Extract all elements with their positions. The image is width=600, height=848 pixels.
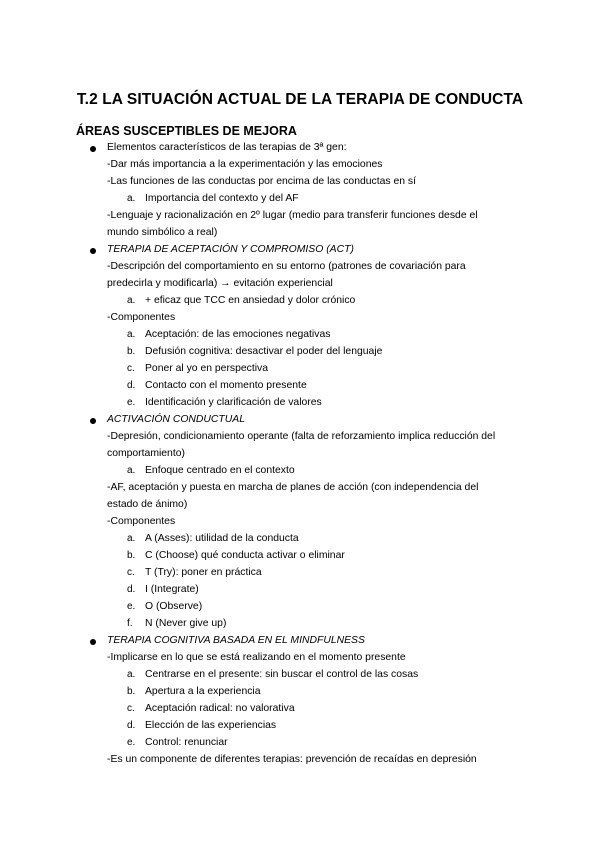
list-item: Defusión cognitiva: desactivar el poder del lenguaje — [145, 346, 383, 357]
list-item: + eficaz que TCC en ansiedad y dolor crónico — [145, 295, 356, 306]
list-marker: e. — [127, 601, 136, 612]
section-heading: ÁREAS SUSCEPTIBLES DE MEJORA — [76, 124, 297, 138]
list-item: N (Never give up) — [145, 618, 227, 629]
bullet-dot — [90, 248, 96, 254]
line: -Componentes — [107, 516, 176, 527]
list-marker: b. — [127, 346, 136, 357]
line: -Descripción del comportamiento en su entorno (patrones de covariación para — [107, 261, 466, 272]
line: mundo simbólico a real) — [107, 227, 218, 238]
list-item: Centrarse en el presente: sin buscar el control de las cosas — [145, 669, 419, 680]
list-item: Aceptación: de las emociones negativas — [145, 329, 331, 340]
list-item: Importancia del contexto y del AF — [145, 193, 299, 204]
list-item: A (Asses): utilidad de la conducta — [145, 533, 299, 544]
line: -Depresión, condicionamiento operante (falta de reforzamiento implica reducción del — [107, 431, 496, 442]
list-item: Enfoque centrado en el contexto — [145, 465, 295, 476]
bullet-3-text: ACTIVACIÓN CONDUCTUAL — [107, 414, 245, 425]
list-item: Contacto con el momento presente — [145, 380, 307, 391]
list-marker: b. — [127, 550, 136, 561]
line: -Implicarse en lo que se está realizando en el momento presente — [107, 652, 406, 663]
list-item: C (Choose) qué conducta activar o eliminar — [145, 550, 345, 561]
list-item: Identificación y clarificación de valores — [145, 397, 322, 408]
line: -Dar más importancia a la experimentación y las emociones — [107, 159, 383, 170]
list-marker: c. — [127, 363, 135, 374]
list-item: Elección de las experiencias — [145, 720, 277, 731]
list-item: I (Integrate) — [145, 584, 199, 595]
list-item: O (Observe) — [145, 601, 203, 612]
page-title: T.2 LA SITUACIÓN ACTUAL DE LA TERAPIA DE CONDUCTA — [76, 91, 524, 108]
list-marker: d. — [127, 584, 136, 595]
line: -Componentes — [107, 312, 176, 323]
list-item: Apertura a la experiencia — [145, 686, 261, 697]
list-item: Aceptación radical: no valorativa — [145, 703, 295, 714]
bullet-2-text: TERAPIA DE ACEPTACIÓN Y COMPROMISO (ACT) — [107, 244, 354, 255]
list-marker: d. — [127, 380, 136, 391]
list-marker: a. — [127, 465, 136, 476]
list-item: Control: renunciar — [145, 737, 228, 748]
bullet-4-text: TERAPIA COGNITIVA BASADA EN EL MINDFULNESS — [107, 635, 365, 646]
bullet-1-text: Elementos característicos de las terapias de 3ª gen: — [107, 142, 347, 153]
list-marker: b. — [127, 686, 136, 697]
list-marker: d. — [127, 720, 136, 731]
line: -Es un componente de diferentes terapias: prevención de recaídas en depresión — [107, 754, 477, 765]
list-marker: a. — [127, 295, 136, 306]
list-item: Poner al yo en perspectiva — [145, 363, 269, 374]
bullet-dot — [90, 418, 96, 424]
bullet-dot — [90, 146, 96, 152]
list-marker: c. — [127, 703, 135, 714]
list-marker: a. — [127, 193, 136, 204]
bullet-dot — [90, 639, 96, 645]
list-marker: f. — [127, 618, 133, 629]
list-marker: e. — [127, 397, 136, 408]
list-marker: a. — [127, 533, 136, 544]
line: -AF, aceptación y puesta en marcha de planes de acción (con independencia del — [107, 482, 479, 493]
list-item: T (Try): poner en práctica — [145, 567, 262, 578]
list-marker: a. — [127, 669, 136, 680]
line: predecirla y modificarla) → evitación experiencial — [107, 278, 333, 289]
line: comportamiento) — [107, 448, 185, 459]
line: -Las funciones de las conductas por encima de las conductas en sí — [107, 176, 417, 187]
list-marker: a. — [127, 329, 136, 340]
list-marker: e. — [127, 737, 136, 748]
line: -Lenguaje y racionalización en 2º lugar (medio para transferir funciones desde el — [107, 210, 478, 221]
line: estado de ánimo) — [107, 499, 188, 510]
list-marker: c. — [127, 567, 135, 578]
